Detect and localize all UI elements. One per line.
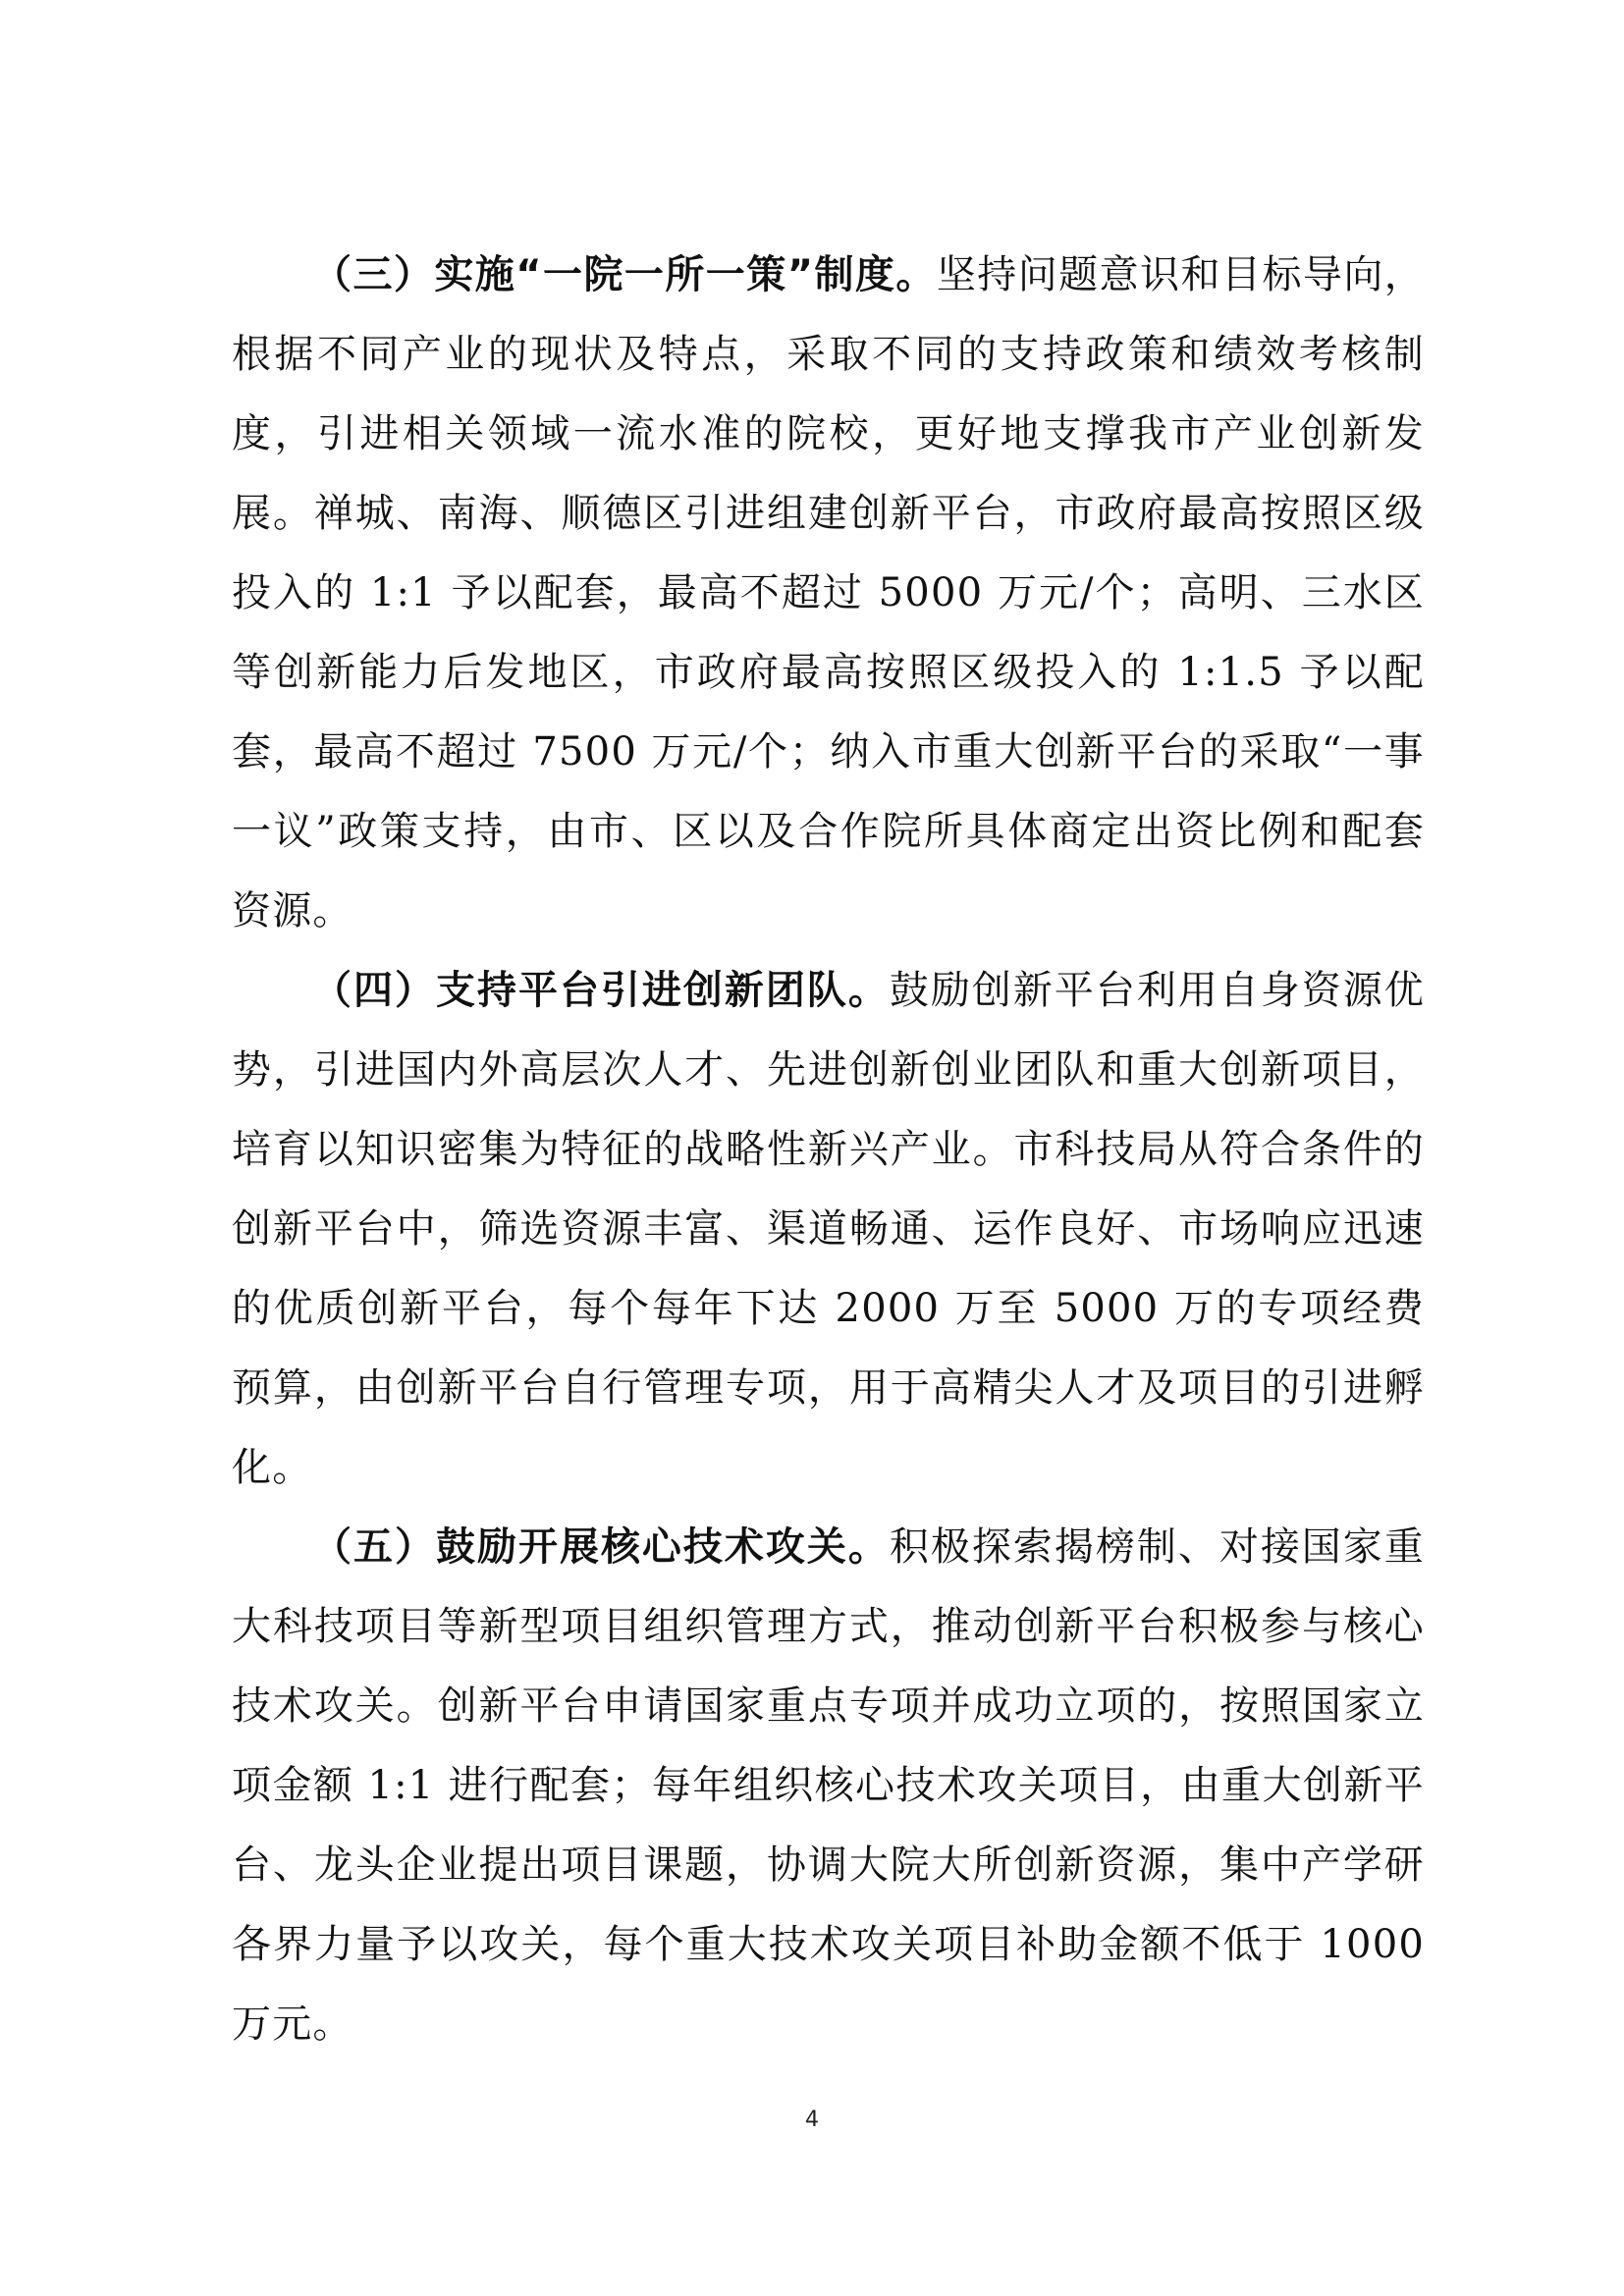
paragraph-4 <box>232 951 1425 1508</box>
paragraph-3-heading: （三）实施“一院一所一策”制度。 <box>312 252 937 297</box>
paragraph-3-text: 坚持问题意识和目标导向，根据不同产业的现状及特点，采取不同的支持政策和绩效考核制度，引进相关领域一流水准的院校，更好地支撑我市产业创新发展。禅城、南海、顺德区引进组建创新平台，市政府最高按照区级投入的 1:1 予以配套，最高不超过 5000 万元/个；高明、三水区等创新能力后发地区，市政府最高按照区级投入的 1:1.5 予以配套，最高不超过 7500 万元/个；纳入市重大创新平台的采取“一事一议”政策支持，由市、区以及合作院所具体商定出资比例和配套资源。 <box>232 252 1426 934</box>
document-body <box>232 236 1425 2064</box>
paragraph-5 <box>232 1508 1425 2064</box>
paragraph-4-text: 鼓励创新平台利用自身资源优势，引进国内外高层次人才、先进创新创业团队和重大创新项目，培育以知识密集为特征的战略性新兴产业。市科技局从符合条件的创新平台中，筛选资源丰富、渠道畅通、运作良好、市场响应迅速的优质创新平台，每个每年下达 2000 万至 5000 万的专项经费预算，由创新平台自行管理专项，用于高精尖人才及项目的引进孵化。 <box>232 968 1425 1490</box>
page-number: 4 <box>805 2108 819 2132</box>
paragraph-5-text: 积极探索揭榜制、对接国家重大科技项目等新型项目组织管理方式，推动创新平台积极参与核心技术攻关。创新平台申请国家重点专项并成功立项的，按照国家立项金额 1:1 进行配套；每年组织核心技术攻关项目，由重大创新平台、龙头企业提出项目课题，协调大院大所创新资源，集中产学研各界力量予以攻关，每个重大技术攻关项目补助金额不低于 1000 万元。 <box>232 1524 1425 2047</box>
paragraph-3 <box>232 236 1425 951</box>
paragraph-4-heading: （四）支持平台引进创新团队。 <box>312 968 890 1013</box>
paragraph-5-heading: （五）鼓励开展核心技术攻关。 <box>312 1524 890 1570</box>
